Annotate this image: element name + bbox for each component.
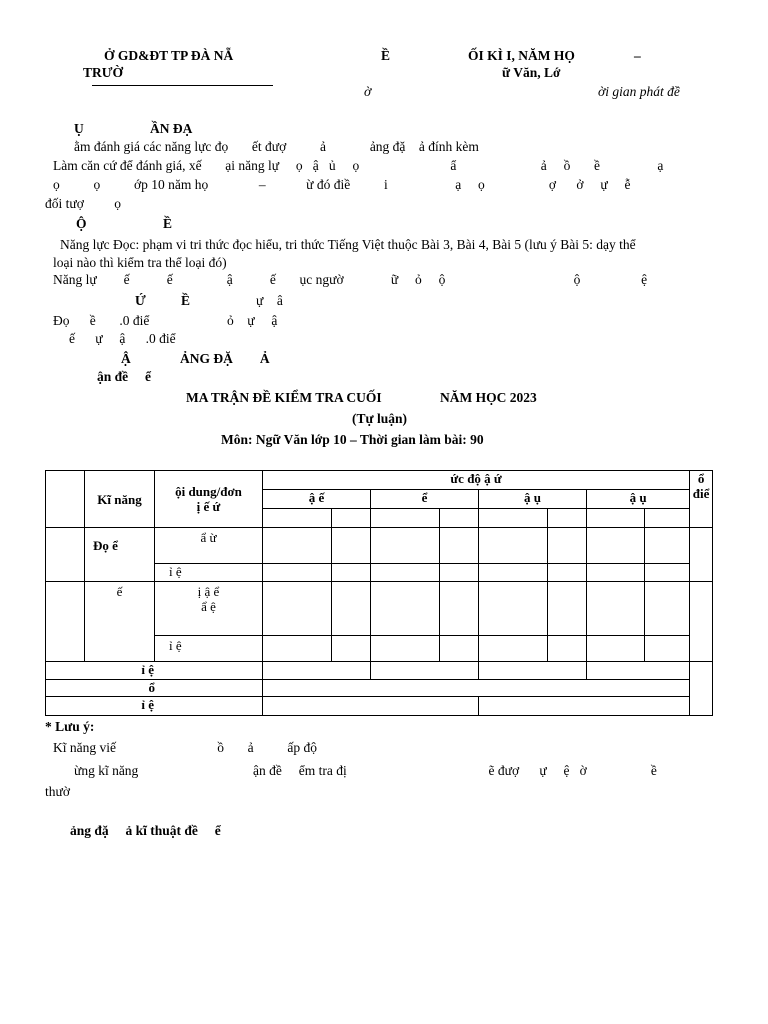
row-reading-skill: Đọ ể (93, 538, 118, 553)
table-cell (440, 636, 479, 662)
footer-overall-label: ỉ ệ (141, 697, 154, 712)
table-cell (479, 528, 548, 564)
header-level4-cell (587, 490, 690, 509)
header-level4: ậ ụ (629, 490, 647, 505)
table-cell (645, 636, 690, 662)
section1-line2: Làm căn cứ để đánh giá, xế ại năng lự ọ ậ ủ ọ ẩ ả ồ ề ạ (53, 158, 664, 173)
header-total-cell (690, 471, 713, 528)
section2-line2: loại nào thì kiểm tra thể loại đó) (53, 255, 227, 270)
table-cell (645, 509, 690, 528)
table-cell (645, 582, 690, 636)
footer-overall-cell (46, 697, 263, 716)
footer-ratio-label: ỉ ệ (141, 662, 154, 677)
header-school: TRƯỜ (83, 65, 123, 80)
header-content-cell (155, 471, 263, 528)
header-index-cell (46, 471, 85, 528)
row-reading-ratio-cell (155, 564, 263, 582)
table-cell (46, 528, 85, 582)
table-cell (479, 509, 548, 528)
section1-title-left: Ụ (74, 121, 84, 136)
row-reading-content: ẩ ừ (200, 530, 217, 545)
header-department: Ở GD&ĐT TP ĐÀ NẴ (104, 48, 234, 63)
section4-sub: ận đề ể (97, 369, 151, 384)
row-writing-ratio: ỉ ệ (169, 638, 182, 653)
section2-title-left: Ộ (76, 216, 87, 231)
table-cell (587, 509, 645, 528)
table-cell (479, 697, 690, 716)
row-writing-skill: ế (116, 584, 123, 599)
table-cell (479, 636, 548, 662)
notes-line2: ừng kĩ năng ận đề ểm tra đị ẽ đượ ự ệ ờ ề (74, 763, 657, 778)
table-cell (690, 582, 713, 662)
table-cell (587, 564, 645, 582)
header-exam-title: ỐI KÌ I, NĂM HỌ (468, 48, 575, 63)
header-total-line1: ổ (697, 471, 705, 486)
header-level3: ậ ụ (524, 490, 541, 505)
table-cell (263, 509, 332, 528)
section3-line1: Đọ ề .0 điể ỏ ự ậ (53, 313, 278, 328)
section2-line3: Năng lự ế ế ậ ế ục ngườ ữ ỏ ộ ộ ệ (53, 272, 648, 287)
notes-bottom: ảng đặ ả kĩ thuật đề ể (70, 823, 221, 838)
table-cell (332, 582, 371, 636)
table-cell (263, 528, 332, 564)
notes-line3: thườ (45, 784, 70, 799)
footer-total-label: ổ (148, 680, 155, 695)
row-writing-content-line2: ẩ ệ (201, 599, 216, 614)
table-cell (440, 582, 479, 636)
row-writing-content-cell (155, 582, 263, 636)
table-row (46, 680, 713, 697)
section4-title-right: ẢNG ĐẶ Ả (180, 351, 270, 366)
table-cell (371, 528, 440, 564)
header-skill: Kĩ năng (97, 491, 142, 507)
table-cell (479, 564, 548, 582)
table-cell (371, 636, 440, 662)
table-cell (263, 564, 332, 582)
table-cell (440, 509, 479, 528)
matrix-subject-line: Môn: Ngữ Văn lớp 10 – Thời gian làm bài: 90 (221, 432, 484, 447)
section1-title-right: ẦN ĐẠ (150, 121, 193, 136)
section3-title-left: Ứ (135, 293, 146, 308)
header-content-line1: ội dung/đơn (175, 484, 242, 499)
table-cell (263, 680, 690, 697)
header-level2-cell (371, 490, 479, 509)
header-underline (92, 85, 273, 86)
header-exam-char: Ề (381, 48, 391, 63)
table-cell (548, 564, 587, 582)
section4-title-left: Ậ (121, 351, 131, 366)
table-cell (548, 582, 587, 636)
table-cell (332, 564, 371, 582)
table-cell (587, 636, 645, 662)
header-level2: ể (421, 490, 428, 505)
table-cell (332, 528, 371, 564)
table-row (46, 582, 713, 636)
matrix-table (45, 470, 713, 716)
section2-line1: Năng lực Đọc: phạm vi tri thức đọc hiểu, tri thức Tiếng Việt thuộc Bài 3, Bài 4, Bài 5 (lưu ý Bài 5: dạy thể (60, 237, 636, 252)
section3-title-mid: Ề (181, 293, 191, 308)
table-cell (371, 564, 440, 582)
row-writing-skill-cell (85, 582, 155, 662)
table-row (46, 662, 713, 680)
table-cell (263, 636, 332, 662)
table-cell (479, 662, 587, 680)
section1-line4: đối tượ ọ (45, 196, 121, 211)
row-reading-skill-cell (85, 528, 155, 582)
table-row (46, 697, 713, 716)
matrix-title-left: MA TRẬN ĐỀ KIỂM TRA CUỐI (186, 390, 382, 405)
table-cell (263, 662, 371, 680)
table-cell (690, 662, 713, 716)
matrix-title-right: NĂM HỌC 2023 (440, 390, 537, 405)
header-level1-cell (263, 490, 371, 509)
header-level: ức độ ậ ứ (450, 471, 502, 486)
footer-ratio-cell (46, 662, 263, 680)
table-cell (587, 582, 645, 636)
table-cell (263, 697, 479, 716)
table-cell (690, 528, 713, 582)
table-cell (371, 509, 440, 528)
notes-title: * Lưu ý: (45, 719, 95, 734)
section2-title-right: Ề (163, 216, 173, 231)
table-cell (46, 582, 85, 662)
table-cell (263, 582, 332, 636)
footer-total-cell (46, 680, 263, 697)
row-reading-content-cell (155, 528, 263, 564)
header-time: ời gian phát đề (598, 84, 680, 99)
header-total-line2: điể (692, 486, 710, 501)
table-cell (587, 528, 645, 564)
table-cell (548, 509, 587, 528)
row-writing-ratio-cell (155, 636, 263, 662)
table-cell (440, 564, 479, 582)
table-cell (332, 636, 371, 662)
header-time-char: ờ (364, 84, 372, 99)
table-cell (548, 636, 587, 662)
header-dash: – (634, 48, 641, 63)
notes-line1: Kĩ năng viế ồ ả ấp độ (53, 740, 317, 755)
table-cell (548, 528, 587, 564)
header-subject: ữ Văn, Lớ (502, 65, 561, 80)
header-content-line2: ị ế ứ (196, 499, 221, 514)
header-level1: ậ ế (308, 490, 325, 505)
section3-title-right: ự â (256, 293, 283, 308)
table-cell (371, 582, 440, 636)
table-cell (440, 528, 479, 564)
table-row (46, 528, 713, 564)
matrix-subtitle: (Tự luận) (352, 411, 407, 426)
table-cell (645, 564, 690, 582)
section1-line1: ằm đánh giá các năng lực đọ ết đượ ả ảng đặ ả đính kèm (74, 139, 479, 154)
table-cell (479, 582, 548, 636)
row-reading-ratio: ỉ ệ (169, 564, 182, 579)
header-level3-cell (479, 490, 587, 509)
table-cell (371, 662, 479, 680)
row-writing-content-line1: ị ậ ể (197, 584, 220, 599)
table-cell (332, 509, 371, 528)
table-cell (587, 662, 690, 680)
table-cell (645, 528, 690, 564)
header-level-cell (263, 471, 690, 490)
section3-line2: ế ự ậ .0 điể (69, 331, 176, 346)
header-skill-cell (85, 471, 155, 528)
section1-line3: ọ ọ ớp 10 năm họ – ừ đó điề i ạ ọ ợ ở ự ễ (53, 177, 631, 192)
